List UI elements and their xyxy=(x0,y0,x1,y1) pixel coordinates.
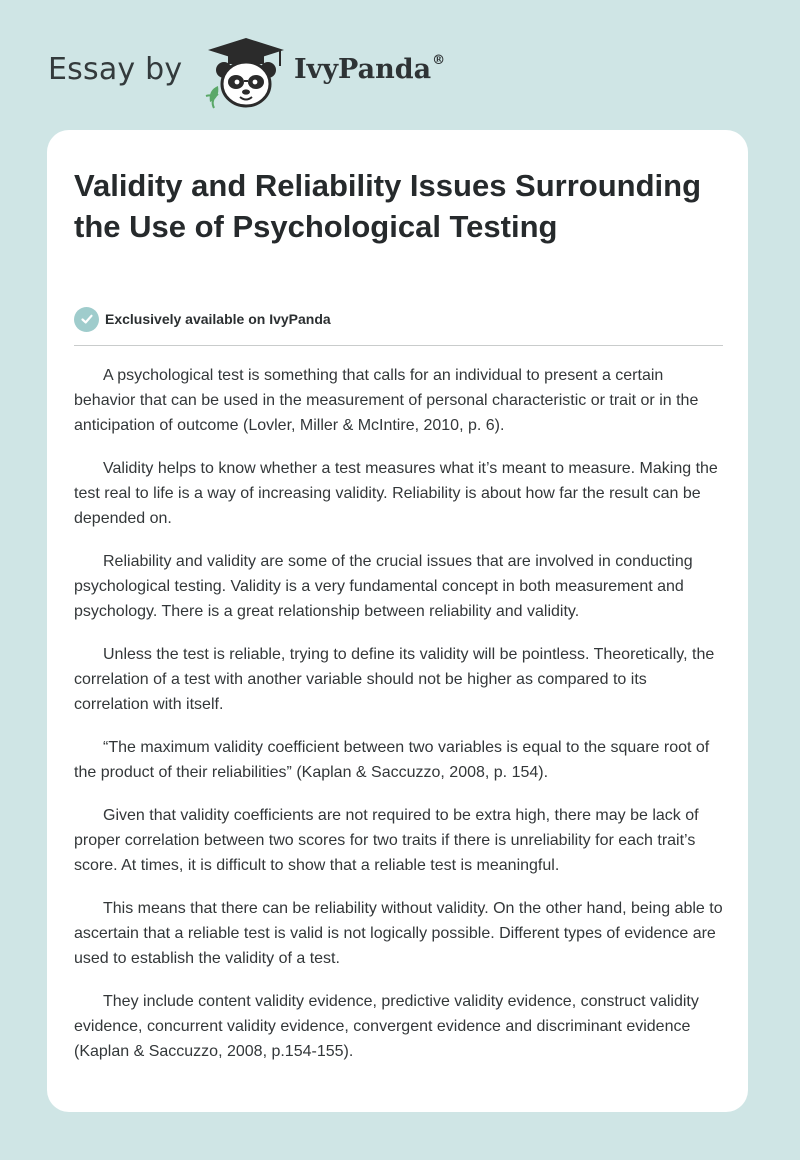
page-title: Validity and Reliability Issues Surrounding the Use of Psychological Testing xyxy=(74,168,702,244)
essay-body xyxy=(74,363,723,1082)
paragraph: “The maximum validity coefficient between two variables is equal to the square root of the product of their reliabilities” (Kaplan & Saccuzzo, 2008, p. 154). xyxy=(74,739,710,781)
paragraph: Reliability and validity are some of the crucial issues that are involved in conducting psychological testing. Validity is a very fundamental concept in both measurement and psychology. There is a great relationship between reliability and validity. xyxy=(74,553,693,620)
essay-card xyxy=(47,130,748,1112)
paragraph: Given that validity coefficients are not required to be extra high, there may be lack of proper correlation between two scores for two traits if there is unreliability for each trait’s score. At times, it is difficult to show that a reliable test is meaningful. xyxy=(74,807,699,874)
panda-graduate-logo-icon[interactable] xyxy=(204,36,288,110)
badge-label: Exclusively available on IvyPanda xyxy=(105,311,331,327)
essay-by-label: Essay by xyxy=(48,52,183,87)
registered-mark: ® xyxy=(432,53,446,68)
brand-name-text: IvyPanda xyxy=(294,54,432,85)
paragraph: Validity helps to know whether a test measures what it’s meant to measure. Making the test real to life is a way of increasing validity. Reliability is about how far the result can be depended on. xyxy=(74,460,718,527)
paragraph: A psychological test is something that calls for an individual to present a certain behavior that can be used in the measurement of personal characteristic or trait or in the anticipation of outcome (Lovler, Miller & McIntire, 2010, p. 6). xyxy=(74,367,699,434)
check-circle-icon xyxy=(74,307,99,332)
paragraph: This means that there can be reliability without validity. On the other hand, being able to ascertain that a reliable test is valid is not logically possible. Different types of evidence are used to establish the validity of a test. xyxy=(74,900,723,967)
brand-name[interactable] xyxy=(294,54,445,85)
exclusive-badge xyxy=(74,306,331,332)
site-header xyxy=(48,34,548,114)
paragraph: Unless the test is reliable, trying to define its validity will be pointless. Theoretically, the correlation of a test with another variable should not be higher as compared to its correlation with itself. xyxy=(74,646,715,713)
divider xyxy=(74,345,723,346)
paragraph: They include content validity evidence, predictive validity evidence, construct validity evidence, concurrent validity evidence, convergent evidence and discriminant evidence (Kaplan & Saccuzzo, 2008, p.154-155). xyxy=(74,993,699,1060)
